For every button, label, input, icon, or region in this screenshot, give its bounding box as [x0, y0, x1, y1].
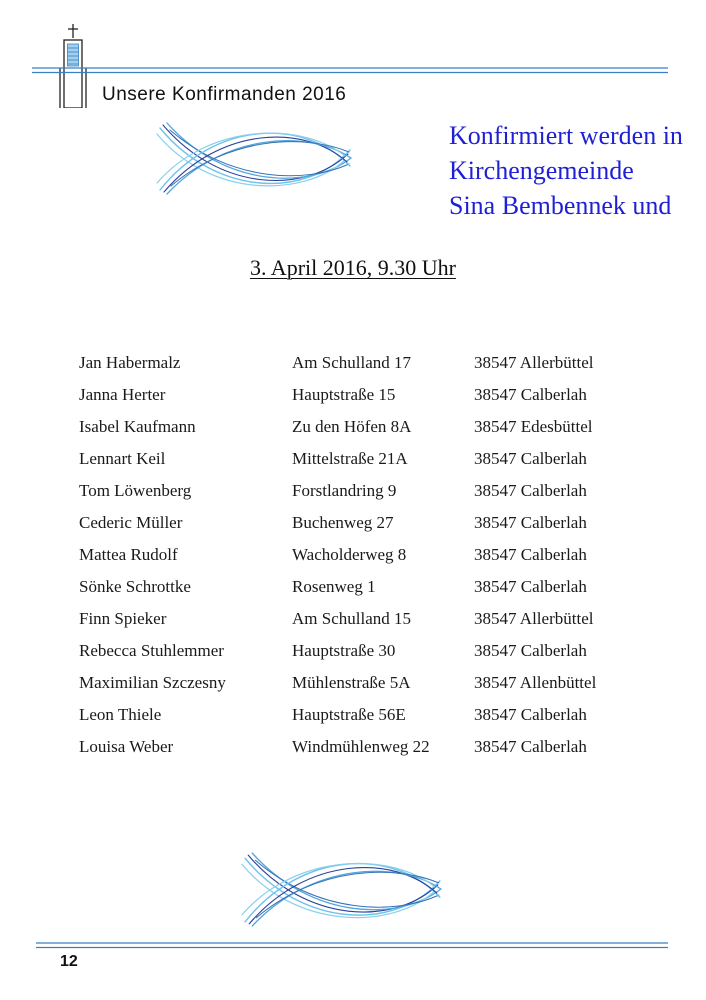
heading-line-1: Konfirmiert werden in [449, 121, 683, 150]
confirmand-city: 38547 Calberlah [474, 737, 587, 756]
confirmand-city: 38547 Calberlah [474, 545, 587, 564]
confirmand-name: Jan Habermalz [79, 353, 181, 372]
confirmand-city: 38547 Allenbüttel [474, 673, 597, 692]
list-item [79, 411, 639, 443]
list-item [79, 667, 639, 699]
confirmands-list [79, 347, 639, 763]
heading-line-2: Kirchengemeinde [449, 156, 634, 185]
confirmand-street: Rosenweg 1 [292, 577, 376, 596]
confirmand-street: Wacholderweg 8 [292, 545, 407, 564]
confirmand-street: Mittelstraße 21A [292, 449, 408, 468]
list-item [79, 539, 639, 571]
page-number: 12 [60, 953, 78, 970]
list-item [79, 699, 639, 731]
confirmand-street: Buchenweg 27 [292, 513, 394, 532]
confirmation-date-text: 3. April 2016, 9.30 Uhr [250, 255, 456, 280]
confirmation-date [0, 255, 706, 281]
list-item [79, 475, 639, 507]
confirmand-street: Forstlandring 9 [292, 481, 397, 500]
confirmand-street: Windmühlenweg 22 [292, 737, 430, 756]
list-item [79, 507, 639, 539]
confirmand-street: Hauptstraße 15 [292, 385, 396, 404]
confirmand-name: Louisa Weber [79, 737, 174, 756]
header-rule [32, 66, 668, 75]
confirmand-city: 38547 Allerbüttel [474, 353, 594, 372]
church-tower-icon [56, 22, 90, 108]
list-item [79, 347, 639, 379]
confirmand-name: Lennart Keil [79, 449, 166, 468]
confirmand-street: Mühlenstraße 5A [292, 673, 411, 692]
confirmand-name: Tom Löwenberg [79, 481, 192, 500]
section-title: Unsere Konfirmanden 2016 [102, 84, 347, 105]
list-item [79, 379, 639, 411]
footer-rule [36, 941, 668, 950]
confirmand-name: Mattea Rudolf [79, 545, 178, 564]
confirmand-name: Rebecca Stuhlemmer [79, 641, 224, 660]
ichthys-fish-icon [155, 120, 355, 196]
confirmand-name: Cederic Müller [79, 513, 183, 532]
confirmand-city: 38547 Allerbüttel [474, 609, 594, 628]
confirmand-name: Sönke Schrottke [79, 577, 191, 596]
list-item [79, 603, 639, 635]
confirmand-city: 38547 Calberlah [474, 705, 587, 724]
confirmand-city: 38547 Calberlah [474, 385, 587, 404]
list-item [79, 635, 639, 667]
list-item [79, 443, 639, 475]
confirmand-city: 38547 Calberlah [474, 449, 587, 468]
confirmand-name: Isabel Kaufmann [79, 417, 196, 436]
list-item [79, 571, 639, 603]
heading-line-3: Sina Bembennek und [449, 191, 672, 220]
confirmand-city: 38547 Calberlah [474, 513, 587, 532]
confirmand-street: Am Schulland 15 [292, 609, 411, 628]
confirmand-name: Maximilian Szczesny [79, 673, 226, 692]
confirmand-street: Am Schulland 17 [292, 353, 411, 372]
list-item [79, 731, 639, 763]
confirmand-street: Zu den Höfen 8A [292, 417, 412, 436]
confirmand-street: Hauptstraße 30 [292, 641, 396, 660]
confirmand-name: Janna Herter [79, 385, 166, 404]
confirmand-city: 38547 Calberlah [474, 481, 587, 500]
confirmand-city: 38547 Edesbüttel [474, 417, 593, 436]
confirmand-name: Finn Spieker [79, 609, 167, 628]
confirmand-name: Leon Thiele [79, 705, 162, 724]
ichthys-fish-icon [240, 850, 445, 928]
confirmand-street: Hauptstraße 56E [292, 705, 406, 724]
confirmation-heading [449, 118, 683, 223]
confirmand-city: 38547 Calberlah [474, 641, 587, 660]
confirmand-city: 38547 Calberlah [474, 577, 587, 596]
